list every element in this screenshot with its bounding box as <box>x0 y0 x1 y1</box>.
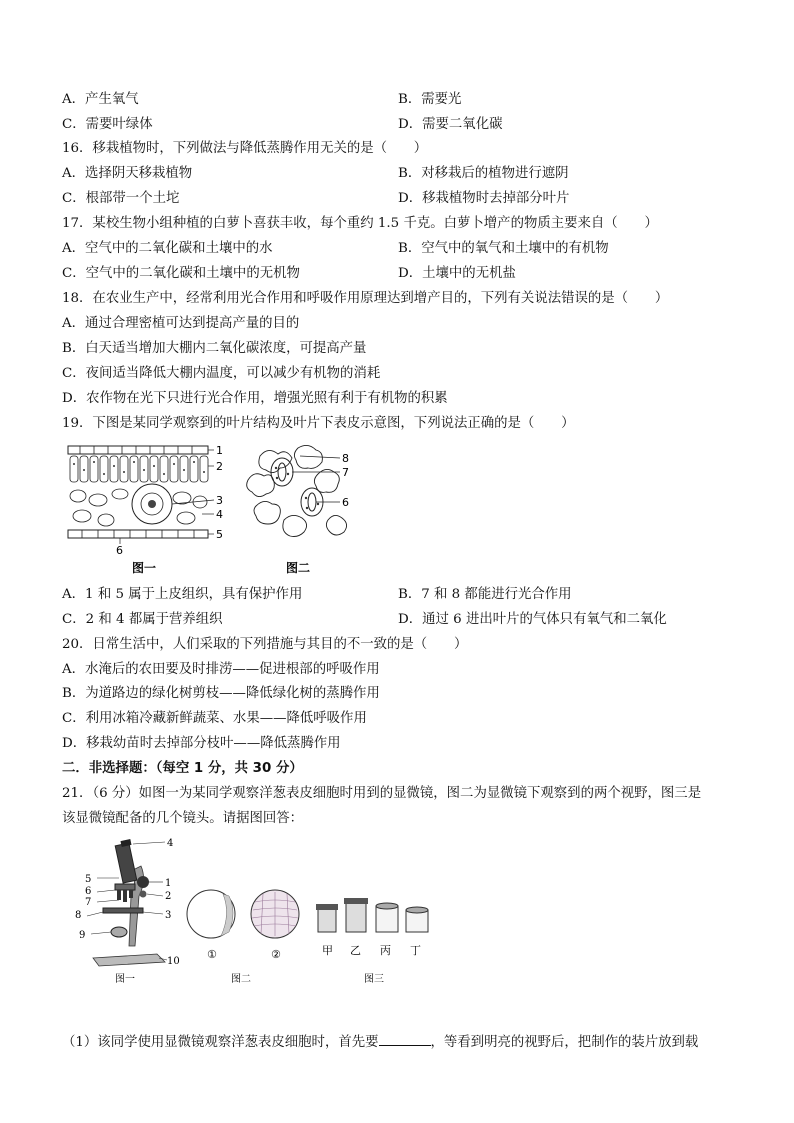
q21-sub1-pre: （1）该同学使用显微镜观察洋葱表皮细胞时，首先要 <box>62 1035 379 1050</box>
fig2-label-7: 7 <box>342 466 349 479</box>
q17-option-d: D．土壤中的无机盐 <box>398 266 516 281</box>
scope-label-6: 6 <box>85 886 92 897</box>
scope-label-7: 7 <box>85 897 92 908</box>
fig1-label-5: 5 <box>216 528 223 541</box>
q16-option-a: A．选择阴天移栽植物 <box>62 166 193 181</box>
microscope-figure <box>75 836 185 986</box>
fig2-caption: 图二 <box>286 561 311 575</box>
fig2-label-8: 8 <box>342 452 349 465</box>
q15-option-b: B．需要光 <box>398 92 462 107</box>
answer-blank <box>379 1032 431 1046</box>
fig1-label-3: 3 <box>216 494 223 507</box>
microscope-views-figure <box>185 886 305 986</box>
fig-microscope-caption: 图一 <box>115 974 135 985</box>
q16-option-d: D．移栽植物时去掉部分叶片 <box>398 191 570 206</box>
q21-sub1-post: ，等看到明亮的视野后，把制作的装片放到载 <box>430 1035 699 1050</box>
q19-option-d: D．通过 6 进出叶片的气体只有氧气和二氧化 <box>398 612 667 627</box>
q19-stem: 19．下图是某同学观察到的叶片结构及叶片下表皮示意图，下列说法正确的是（ ） <box>62 416 575 431</box>
fig1-label-2: 2 <box>216 460 223 473</box>
q16-option-b: B．对移栽后的植物进行遮阴 <box>398 166 569 181</box>
q20-option-c: C．利用冰箱冷藏新鲜蔬菜、水果——降低呼吸作用 <box>62 711 367 726</box>
q20-stem: 20．日常生活中，人们采取的下列措施与其目的不一致的是（ ） <box>62 637 468 652</box>
view-label-1: ① <box>207 948 217 961</box>
fig-views-caption: 图二 <box>231 974 251 985</box>
q18-stem: 18．在农业生产中，经常利用光合作用和呼吸作用原理达到增产目的，下列有关说法错误的是（ ） <box>62 291 669 306</box>
scope-label-8: 8 <box>75 910 82 921</box>
q21-sub1 <box>62 1032 698 1052</box>
q19-option-a: A．1 和 5 属于上皮组织，具有保护作用 <box>62 587 303 602</box>
scope-label-1: 1 <box>165 878 172 889</box>
q15-option-d: D．需要二氧化碳 <box>398 117 503 132</box>
q18-option-a: A．通过合理密植可达到提高产量的目的 <box>62 316 300 331</box>
q17-stem: 17．某校生物小组种植的白萝卜喜获丰收，每个重约 1.5 千克。白萝卜增产的物质主要来自（ ） <box>62 216 658 231</box>
q18-option-d: D．农作物在光下只进行光合作用，增强光照有利于有机物的积累 <box>62 391 448 406</box>
q16-option-c: C．根部带一个土坨 <box>62 191 180 206</box>
scope-label-9: 9 <box>79 930 86 941</box>
q19-option-b: B．7 和 8 都能进行光合作用 <box>398 587 572 602</box>
fig1-label-1: 1 <box>216 444 223 457</box>
view-label-2: ② <box>271 948 281 961</box>
fig1-label-6: 6 <box>116 544 123 557</box>
lenses-figure <box>312 896 437 986</box>
fig-lenses-caption: 图三 <box>364 974 384 985</box>
scope-label-2: 2 <box>165 891 172 902</box>
q16-stem: 16．移栽植物时，下列做法与降低蒸腾作用无关的是（ ） <box>62 141 428 156</box>
lens-label-bing: 丙 <box>380 944 391 957</box>
lens-label-yi: 乙 <box>350 944 361 957</box>
q15-option-c: C．需要叶绿体 <box>62 117 153 132</box>
lower-epidermis-figure <box>240 440 370 578</box>
fig1-caption: 图一 <box>132 561 157 575</box>
q20-option-d: D．移栽幼苗时去掉部分枝叶——降低蒸腾作用 <box>62 736 341 751</box>
scope-label-4: 4 <box>167 838 174 849</box>
leaf-cross-section-figure <box>62 440 232 578</box>
q20-option-b: B．为道路边的绿化树剪枝——降低绿化树的蒸腾作用 <box>62 686 380 701</box>
scope-label-3: 3 <box>165 910 172 921</box>
section-2-title: 二．非选择题：（每空 1 分，共 30 分） <box>62 761 303 776</box>
q17-option-b: B．空气中的氧气和土壤中的有机物 <box>398 241 609 256</box>
q21-stem-line1: 21．（6 分）如图一为某同学观察洋葱表皮细胞时用到的显微镜，图二为显微镜下观察到的两个视野，图三是 <box>62 786 702 801</box>
fig2-label-6: 6 <box>342 496 349 509</box>
q18-option-c: C．夜间适当降低大棚内温度，可以减少有机物的消耗 <box>62 366 381 381</box>
scope-label-5: 5 <box>85 874 92 885</box>
q18-option-b: B．白天适当增加大棚内二氧化碳浓度，可提高产量 <box>62 341 367 356</box>
lens-label-jia: 甲 <box>322 944 333 957</box>
fig1-label-4: 4 <box>216 508 223 521</box>
q20-option-a: A．水淹后的农田要及时排涝——促进根部的呼吸作用 <box>62 662 380 677</box>
q21-stem-line2: 该显微镜配备的几个镜头。请据图回答： <box>62 811 304 826</box>
q17-option-a: A．空气中的二氧化碳和土壤中的水 <box>62 241 273 256</box>
q15-option-a: A．产生氧气 <box>62 92 139 107</box>
q19-option-c: C．2 和 4 都属于营养组织 <box>62 612 223 627</box>
lens-label-ding: 丁 <box>410 944 421 957</box>
q17-option-c: C．空气中的二氧化碳和土壤中的无机物 <box>62 266 300 281</box>
scope-label-10: 10 <box>167 956 180 967</box>
